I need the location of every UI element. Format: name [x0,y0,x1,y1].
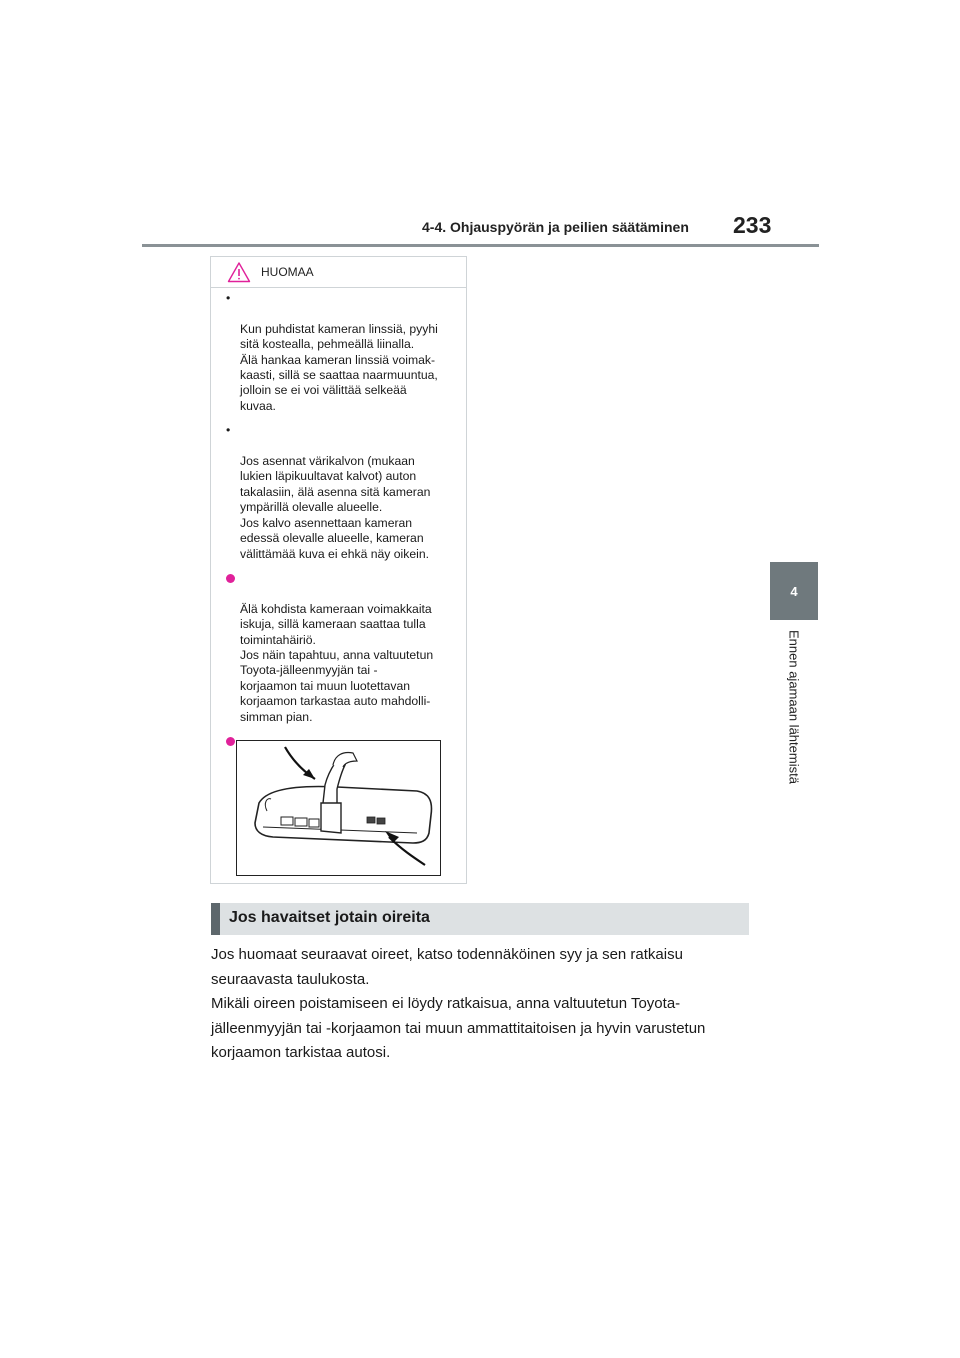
bullet-marker: • [226,291,231,305]
magenta-dot-icon [226,737,235,746]
chapter-label: Ennen ajamaan lähtemistä [786,630,802,784]
caution-item-text: Jos asennat värikalvon (mukaan lukien läpikuultavat kalvot) auton takalasiin, älä asenna sitä kameran ympärillä olevalle alueelle. Jos kalvo asennettaan kameran edessä olevalle alueelle, kameran välittämää kuva ei ehkä näy oikein. [240,454,431,561]
section-banner [211,903,749,935]
body-paragraph: Jos huomaat seuraavat oireet, katso todennäköinen syy ja sen ratkaisu seuraavasta taulukosta. [211,946,683,988]
warning-triangle-icon [227,261,251,283]
caution-item [226,571,456,725]
caution-header [211,257,466,288]
section-title: Jos havaitset jotain oireita [229,909,430,926]
magenta-dot-icon [226,574,235,583]
caution-item [226,291,456,414]
page-number: 233 [733,212,772,238]
body-paragraph: Mikäli oireen poistamiseen ei löydy ratkaisua, anna valtuutetun Toyota- jälleenmyyjän tai -korjaamon tai muun ammattitaitoisen ja hyvin varustetun korjaamon tarkistaa autosi. [211,995,706,1061]
bullet-marker: • [226,423,231,438]
section-heading: 4-4. Ohjauspyörän ja peilien säätäminen [422,219,689,235]
chapter-tab: 4 [770,562,818,620]
caution-item-text: Kun puhdistat kameran linssiä, pyyhi sitä kostealla, pehmeällä liinalla. Älä hankaa kameran linssiä voimak- kaasti, sillä se saattaa naarmuuntua, jolloin se ei voi välittää selkeää kuvaa. [240,321,438,413]
header-divider [142,244,819,247]
caution-title: HUOMAA [261,265,314,279]
rear-view-mirror-vents-illustration [237,741,440,875]
mirror-illustration [236,740,441,876]
caution-item-text: Älä kohdista kameraan voimakkaita iskuja, sillä kameraan saattaa tulla toimintahäiriö. Jos näin tapahtuu, anna valtuutetun Toyota-jälleenmyyjän tai - korjaamon tai muun luotettavan korjaamon tarkastaa auto mahdolli- simman pian. [240,601,434,724]
caution-item [226,423,456,562]
